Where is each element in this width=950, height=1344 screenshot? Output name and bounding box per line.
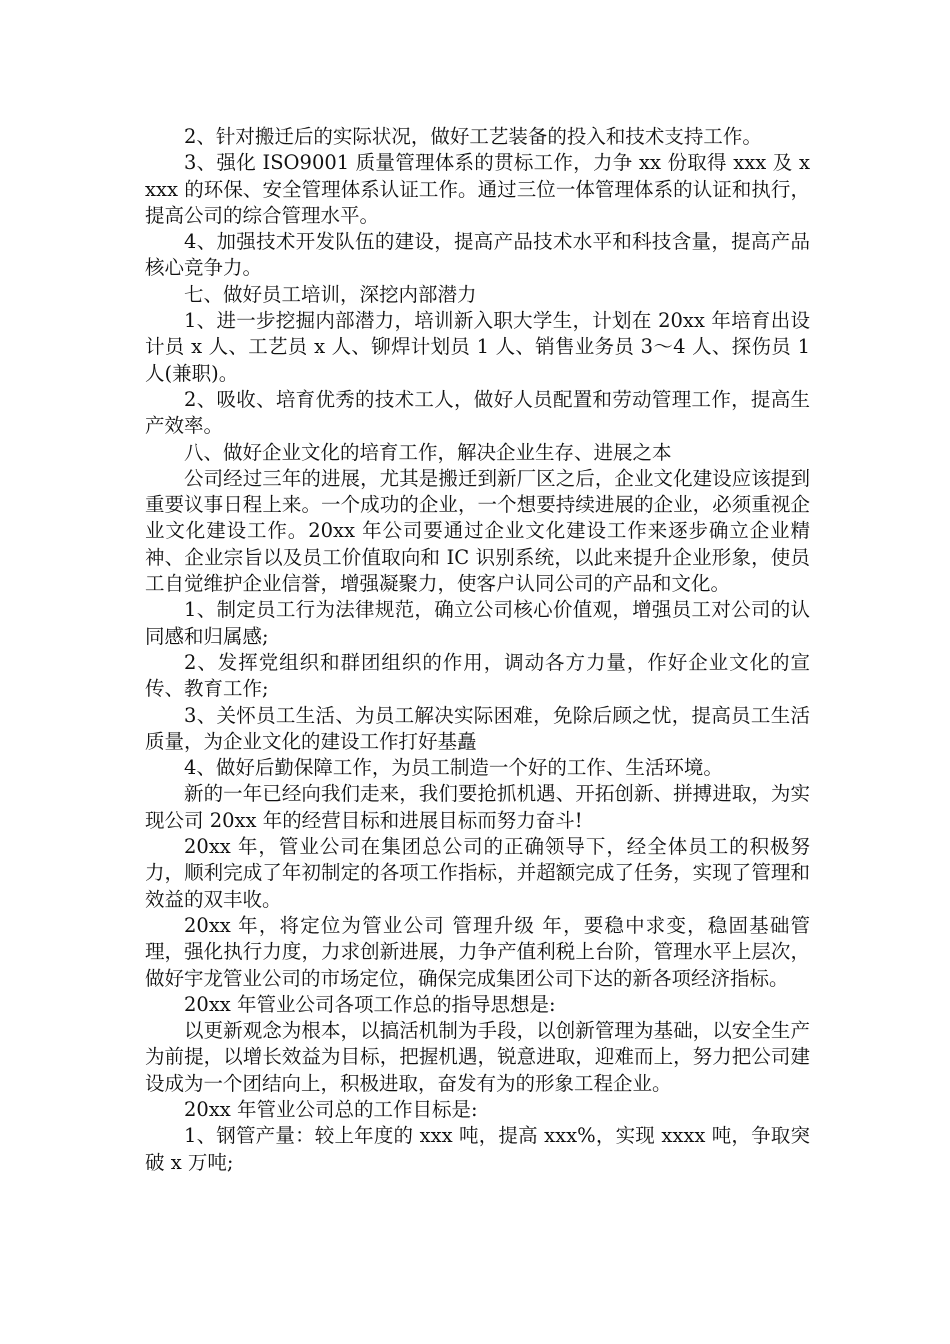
paragraph: 1、进一步挖掘内部潜力，培训新入职大学生，计划在 20xx 年培育出设计员 x 人、工艺员 x 人、铆焊计划员 1 人、销售业务员 3～4 人、探伤员 1 人(兼职)。 [145, 309, 810, 385]
paragraph: 2、针对搬迁后的实际状况，做好工艺装备的投入和技术支持工作。 [184, 125, 762, 148]
paragraph: 2、吸收、培育优秀的技术工人，做好人员配置和劳动管理工作，提高生产效率。 [145, 387, 810, 438]
paragraph: 2、发挥党组织和群团组织的作用，调动各方力量，作好企业文化的宣传、教育工作; [145, 650, 810, 701]
paragraph: 1、制定员工行为法律规范，确立公司核心价值观，增强员工对公司的认同感和归属感; [145, 598, 810, 648]
paragraph: 4、做好后勤保障工作，为员工制造一个好的工作、生活环境。 [184, 756, 723, 780]
paragraph: 公司经过三年的进展，尤其是搬迁到新厂区之后，企业文化建设应该提到重要议事日程上来。一个成功的企业，一个想要持续进展的企业，必须重视企业文化建设工作。20xx 年公司要通过企业文化建设工作来逐步确立企业精神、企业宗旨以及员工价值取向和 IC 识别系统，以此来提升企业形象，使员工自觉维护企业信誉，增强凝聚力，使客户认同公司的产品和文化。 [145, 466, 810, 596]
document-body [145, 124, 810, 1176]
paragraph: 20xx 年管业公司总的工作目标是: [184, 1097, 478, 1121]
paragraph: 1、钢管产量：较上年度的 xxx 吨，提高 xxx%，实现 xxxx 吨，争取突破 x 万吨; [145, 1124, 810, 1174]
section-heading: 八、做好企业文化的培育工作，解决企业生存、进展之本 [184, 440, 672, 464]
paragraph: 以更新观念为根本，以搞活机制为手段，以创新管理为基础，以安全生产为前提，以增长效益为目标，把握机遇，锐意进取，迎难而上，努力把公司建设成为一个团结向上，积极进取，奋发有为的形象工程企业。 [145, 1019, 810, 1095]
paragraph: 4、加强技术开发队伍的建设，提高产品技术水平和科技含量，提高产品核心竞争力。 [145, 230, 810, 280]
paragraph: 20xx 年，将定位为管业公司 管理升级 年，要稳中求变，稳固基础管理，强化执行力度，力求创新进展，力争产值利税上台阶，管理水平上层次，做好宇龙管业公司的市场定位，确保完成集团公司下达的新各项经济指标。 [145, 913, 810, 990]
paragraph: 新的一年已经向我们走来，我们要抢抓机遇、开拓创新、拼搏进取，为实现公司 20xx 年的经营目标和进展目标而努力奋斗! [145, 782, 810, 832]
paragraph: 3、强化 ISO9001 质量管理体系的贯标工作，力争 xx 份取得 xxx 及 xxxx 的环保、安全管理体系认证工作。通过三位一体管理体系的认证和执行，提高公司的综合管理水平。 [145, 151, 810, 227]
section-heading: 七、做好员工培训，深挖内部潜力 [184, 282, 477, 306]
paragraph: 3、关怀员工生活、为员工解决实际困难，免除后顾之忧，提高员工生活质量，为企业文化的建设工作打好基矗 [145, 703, 810, 753]
paragraph: 20xx 年，管业公司在集团总公司的正确领导下，经全体员工的积极努力，顺利完成了年初制定的各项工作指标，并超额完成了任务，实现了管理和效益的双丰收。 [145, 835, 810, 911]
paragraph: 20xx 年管业公司各项工作总的指导思想是: [184, 992, 556, 1016]
